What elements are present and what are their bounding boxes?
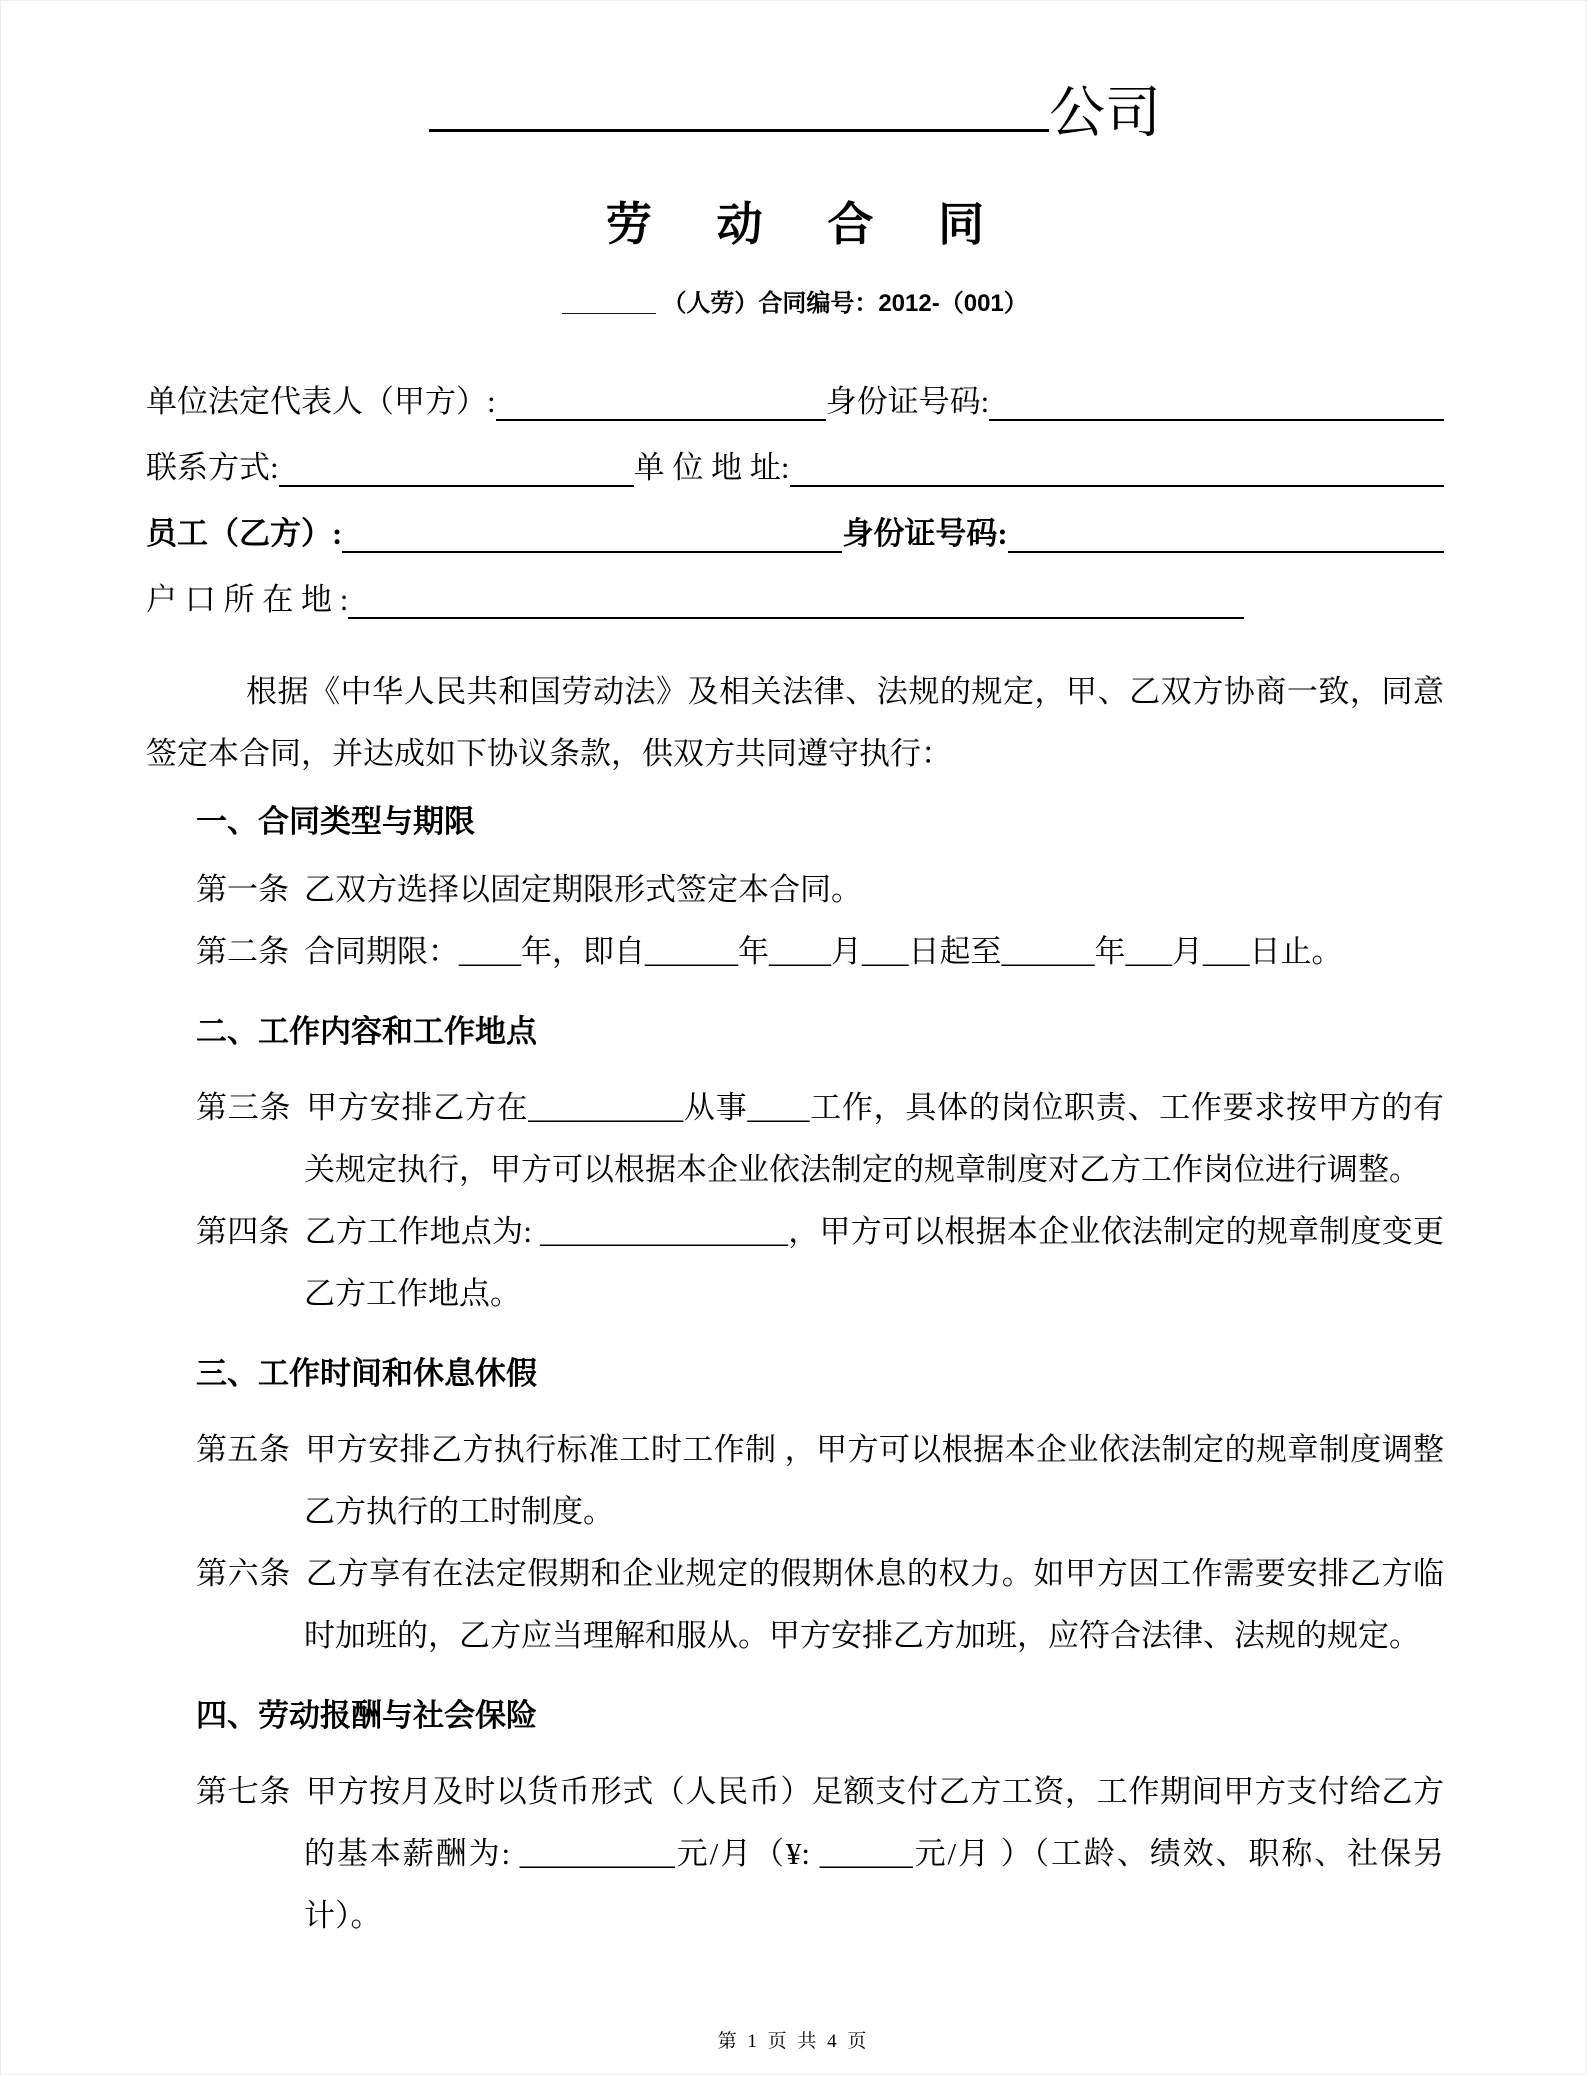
contact-label: 联系方式:	[146, 450, 279, 485]
id-number-label: 身份证号码:	[825, 384, 990, 419]
article-text: 甲方按月及时以货币形式（人民币）足额支付乙方工资，工作期间甲方支付给乙方的基本薪酬为: __________元/月（¥: ______元/月 ）（工龄、绩效、职称、社保另计）。	[304, 1774, 1445, 1933]
document-title: 劳 动 合 同	[605, 198, 1011, 250]
employee-name-blank-line	[342, 521, 842, 553]
article-number: 第一条	[196, 872, 289, 907]
article-5	[196, 1419, 1444, 1543]
employee-id-number-label: 身份证号码:	[842, 516, 1008, 551]
article-1	[196, 859, 1444, 921]
registered-residence-label: 户 口 所 在 地 :	[146, 582, 349, 617]
registered-residence-blank-line	[348, 587, 1244, 619]
company-address-blank-line	[790, 455, 1445, 487]
preamble-paragraph: 根据《中华人民共和国劳动法》及相关法律、法规的规定，甲、乙双方协商一致，同意签定本合同，并达成如下协议条款，供双方共同遵守执行：	[146, 674, 1444, 771]
party-info-block	[146, 369, 1444, 633]
article-text: 乙方享有在法定假期和企业规定的假期休息的权力。如甲方因工作需要安排乙方临时加班的，乙方应当理解和服从。甲方安排乙方加班，应符合法律、法规的规定。	[304, 1556, 1445, 1653]
article-text: 乙双方选择以固定期限形式签定本合同。	[304, 872, 862, 907]
section-heading: 二、工作内容和工作地点	[196, 1014, 537, 1049]
form-row-employee	[146, 501, 1444, 567]
form-row-legal-representative	[146, 369, 1444, 435]
article-text: 甲方安排乙方在__________从事____工作，具体的岗位职责、工作要求按甲方的有关规定执行，甲方可以根据本企业依法制定的规章制度对乙方工作岗位进行调整。	[304, 1090, 1445, 1187]
form-row-registered-residence	[146, 567, 1444, 633]
legal-representative-label: 单位法定代表人（甲方）:	[146, 384, 496, 419]
section-heading: 三、工作时间和休息休假	[196, 1356, 537, 1391]
article-number: 第五条	[196, 1432, 291, 1467]
company-suffix: 公司	[1049, 83, 1161, 145]
article-number: 第三条	[196, 1090, 292, 1125]
section-heading: 四、劳动报酬与社会保险	[196, 1698, 537, 1733]
article-7	[196, 1761, 1444, 1947]
article-text: 合同期限：____年，即自______年____月___日起至______年___月___日止。	[304, 934, 1343, 969]
article-2	[196, 921, 1444, 983]
section-remuneration-and-social-insurance	[146, 1685, 1444, 1947]
employee-id-blank-line	[1008, 521, 1444, 553]
page-number-footer: 第 1 页 共 4 页	[717, 2031, 870, 2052]
article-3	[196, 1077, 1444, 1201]
article-6	[196, 1543, 1444, 1667]
article-number: 第四条	[196, 1214, 290, 1249]
company-name-blank-line	[429, 71, 1049, 132]
article-number: 第七条	[196, 1774, 291, 1809]
contact-blank-line	[279, 455, 634, 487]
article-4	[196, 1201, 1444, 1325]
article-number: 第六条	[196, 1556, 291, 1591]
section-heading: 一、合同类型与期限	[196, 804, 475, 839]
section-contract-type-and-term	[146, 791, 1444, 983]
form-row-contact	[146, 435, 1444, 501]
employee-label: 员工（乙方）:	[146, 516, 343, 551]
section-working-hours-and-rest	[146, 1343, 1444, 1667]
article-text: 甲方安排乙方执行标准工时工作制 ，甲方可以根据本企业依法制定的规章制度调整乙方执行的工时制度。	[304, 1432, 1444, 1529]
company-address-label: 单 位 地 址:	[633, 450, 790, 485]
id-number-blank-line	[989, 389, 1444, 421]
contract-number-line: _______ （人劳）合同编号：2012-（001）	[562, 290, 1028, 317]
legal-representative-blank-line	[496, 389, 826, 421]
section-work-content-and-location	[146, 1001, 1444, 1325]
company-title-line	[146, 71, 1444, 154]
article-number: 第二条	[196, 934, 289, 969]
article-text: 乙方工作地点为: ________________，甲方可以根据本企业依法制定的规章制度变更乙方工作地点。	[304, 1214, 1444, 1311]
